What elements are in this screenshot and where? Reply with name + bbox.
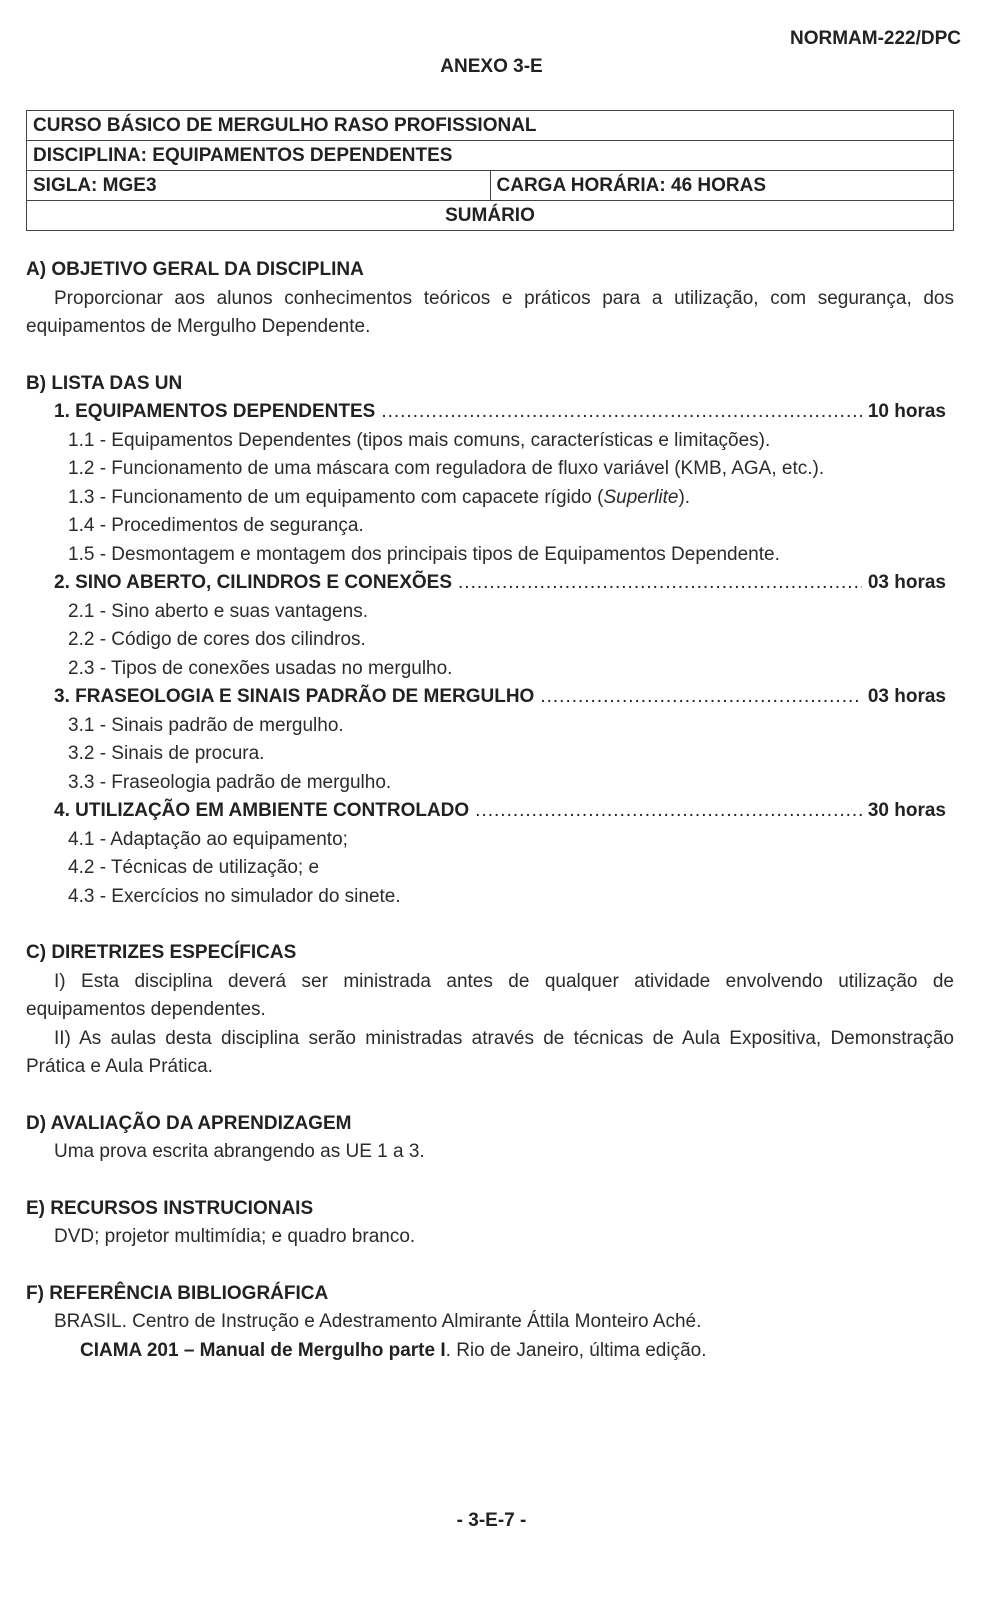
unit-2-title: 2. SINO ABERTO, CILINDROS E CONEXÕES (54, 572, 453, 593)
unit-1-hours: 10 horas (867, 401, 946, 422)
section-e-text: DVD; projetor multimídia; e quadro branco. (54, 1226, 416, 1247)
list-item: 3.2 - Sinais de procura. (68, 743, 265, 764)
unit-2 (26, 569, 954, 598)
leader-dots (475, 797, 862, 826)
section-c-item-2: II) As aulas desta disciplina serão ministradas através de técnicas de Aula Expositiva, Demonstração Prática e Aula Prática. (26, 1027, 954, 1077)
section-c-heading: C) DIRETRIZES ESPECÍFICAS (26, 942, 297, 963)
reference-line-1: BRASIL. Centro de Instrução e Adestramento Almirante Áttila Monteiro Aché. (54, 1311, 702, 1332)
section-f-heading: F) REFERÊNCIA BIBLIOGRÁFICA (26, 1282, 329, 1304)
unit-4-hours: 30 horas (867, 800, 946, 821)
list-item: 1.3 - Funcionamento de um equipamento com capacete rígido (Superlite). (68, 486, 691, 508)
document-code: NORMAM-222/DPC (789, 28, 961, 49)
reference-line-2 (26, 1337, 954, 1366)
summary-cell: SUMÁRIO (27, 201, 954, 231)
unit-3-hours: 03 horas (867, 686, 946, 707)
section-d-heading: D) AVALIAÇÃO DA APRENDIZAGEM (26, 1112, 352, 1134)
section-e-heading: E) RECURSOS INSTRUCIONAIS (26, 1197, 314, 1219)
unit-4 (26, 797, 954, 826)
list-item: 1.1 - Equipamentos Dependentes (tipos mais comuns, características e limitações). (68, 429, 771, 451)
unit-1 (26, 398, 954, 427)
unit-3 (26, 683, 954, 712)
list-item: 4.3 - Exercícios no simulador do sinete. (68, 885, 401, 907)
discipline-cell: DISCIPLINA: EQUIPAMENTOS DEPENDENTES (27, 141, 954, 171)
list-item: 4.2 - Técnicas de utilização; e (68, 857, 320, 878)
leader-dots (458, 569, 862, 598)
list-item: 4.1 - Adaptação ao equipamento; (68, 828, 348, 850)
document-body (26, 256, 954, 1365)
leader-dots (540, 683, 862, 712)
list-item: 3.3 - Fraseologia padrão de mergulho. (68, 771, 392, 793)
unit-2-hours: 03 horas (867, 572, 946, 593)
list-item: 1.5 - Desmontagem e montagem dos principais tipos de Equipamentos Dependente. (68, 543, 780, 565)
list-item: 2.2 - Código de cores dos cilindros. (68, 629, 366, 650)
course-name-cell: CURSO BÁSICO DE MERGULHO RASO PROFISSIONAL (27, 111, 954, 141)
reference-title: CIAMA 201 – Manual de Mergulho parte I (80, 1339, 446, 1361)
section-b-heading: B) LISTA DAS UN (26, 372, 183, 394)
leader-dots (381, 398, 862, 427)
list-item: 3.1 - Sinais padrão de mergulho. (68, 714, 344, 736)
unit-3-title: 3. FRASEOLOGIA E SINAIS PADRÃO DE MERGULHO (54, 686, 535, 707)
list-item: 2.1 - Sino aberto e suas vantagens. (68, 600, 368, 622)
list-item: 1.4 - Procedimentos de segurança. (68, 515, 364, 536)
workload-cell: CARGA HORÁRIA: 46 HORAS (490, 171, 954, 201)
section-a-text: Proporcionar aos alunos conhecimentos teóricos e práticos para a utilização, com segurança, dos equipamentos de Mergulho Dependente. (26, 287, 954, 337)
list-item: 2.3 - Tipos de conexões usadas no mergulho. (68, 657, 453, 679)
section-d-text: Uma prova escrita abrangendo as UE 1 a 3. (54, 1141, 425, 1162)
section-a-heading: A) OBJETIVO GERAL DA DISCIPLINA (26, 259, 364, 280)
list-item: 1.2 - Funcionamento de uma máscara com reguladora de fluxo variável (KMB, AGA, etc.). (68, 458, 825, 479)
annex-title: ANEXO 3-E (440, 56, 543, 77)
acronym-cell: SIGLA: MGE3 (27, 171, 491, 201)
page-number: - 3-E-7 - (456, 1510, 527, 1531)
unit-1-title: 1. EQUIPAMENTOS DEPENDENTES (54, 401, 376, 422)
unit-4-title: 4. UTILIZAÇÃO EM AMBIENTE CONTROLADO (54, 800, 470, 821)
section-c-item-1: I) Esta disciplina deverá ser ministrada antes de qualquer atividade envolvendo utilização de equipamentos dependentes. (26, 970, 954, 1020)
course-header-table (26, 110, 954, 231)
reference-details: . Rio de Janeiro, última edição. (445, 1339, 707, 1361)
